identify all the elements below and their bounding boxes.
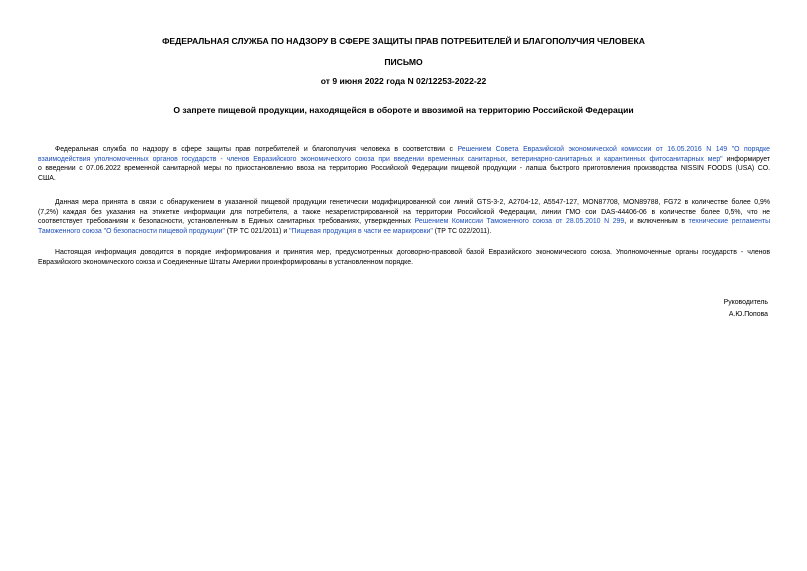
paragraph-3 [38,248,770,267]
text-fragment: (ТР ТС 021/2011) и [226,227,288,235]
text-fragment: Федеральная служба по надзору в сфере защиты прав потребителей и благополучия человека в соответствии с [55,146,453,153]
tr-ts-022-link[interactable]: "Пищевая продукция в части ее маркировки" [289,227,433,235]
paragraph-1-line-3: о введении с 07.06.2022 временной санитарной меры по приостановлению ввоза на территорию Российской Федерации пищевой продукции - лапша быстрого приготовления производства NISSIN FOODS (USA) CO. [38,165,770,173]
signature-position: Руководитель [723,299,768,306]
paragraph-2-line-2: (7,2%) каждая без указания на этикетке информации для потребителя, а также незарегистрированной на территории Российской Федерации, линии ГМО сои DAS-44406-06 в количестве более 0,5%, что не [38,208,770,216]
agency-heading: ФЕДЕРАЛЬНАЯ СЛУЖБА ПО НАДЗОРУ В СФЕРЕ ЗАЩИТЫ ПРАВ ПОТРЕБИТЕЛЕЙ И БЛАГОПОЛУЧИЯ ЧЕЛОВЕКА [162,36,645,46]
paragraph-1 [38,145,770,183]
paragraph-3-line-1: Настоящая информация доводится в порядке информирования и принятия мер, предусмотренных договорно-правовой базой Евразийского экономического союза. Уполномоченные органы государств - членов [55,249,770,256]
decision-149-link[interactable]: Решением Совета Евразийской экономической комиссии от 16.05.2016 N 149 "О порядке [457,146,770,153]
tr-ts-021-link[interactable]: Таможенного союза "О безопасности пищевой продукции" [38,227,225,235]
tech-regulations-link[interactable]: технические регламенты [688,218,770,226]
decision-149-link-continued[interactable]: взаимодействия уполномоченных органов государств - членов Евразийского экономического союза при введении временных санитарных, ветеринарно-санитарных и карантинных фитосанитарных мер" [38,155,723,163]
text-fragment: (ТР ТС 022/2011). [434,227,492,235]
paragraph-2 [38,198,770,236]
decision-299-link[interactable]: Решением Комиссии Таможенного союза от 28.05.2010 N 299 [414,218,625,226]
text-fragment: , и включенным в [624,218,685,226]
paragraph-2-line-4 [38,227,770,237]
paragraph-2-line-1: Данная мера принята в связи с обнаружением в указанной пищевой продукции генетически модифицированной сои линий GTS-3-2, A2704-12, A5547-127, MON87708, MON89788, FG72 в количестве более 0,9% [55,199,770,206]
paragraph-1-line-1 [38,145,770,155]
signature-name: А.Ю.Попова [728,310,768,318]
signature-block [724,297,768,320]
text-fragment: соответствует требованиям к безопасности, установленным в Единых санитарных требованиях, утвержденных [38,218,411,226]
document-type: ПИСЬМО [384,57,423,67]
paragraph-3-line-2: Евразийского экономического союза и Соединенные Штаты Америки проинформированы в установленном порядке. [38,258,413,266]
paragraph-1-line-4: США. [38,174,56,182]
document-title: О запрете пищевой продукции, находящейся в обороте и ввозимой на территорию Российской Федерации [173,105,634,115]
paragraph-1-line-2 [38,155,770,165]
document-date-number: от 9 июня 2022 года N 02/12253-2022-22 [320,76,487,86]
paragraph-2-line-3 [38,217,770,227]
text-fragment: информирует [726,155,770,163]
